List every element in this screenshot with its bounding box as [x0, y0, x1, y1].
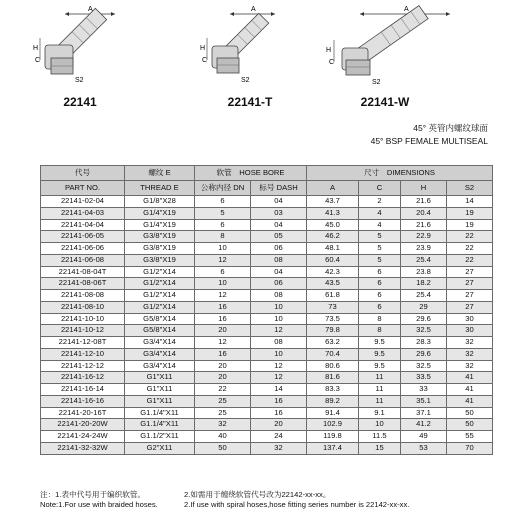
cell-dim-c: 8 — [359, 325, 401, 337]
table-row — [41, 278, 493, 290]
cell-dim-c: 11 — [359, 395, 401, 407]
cell-dn: 8 — [195, 231, 251, 243]
cell-dash: 14 — [251, 384, 307, 396]
cell-thread: G1"X11 — [125, 395, 195, 407]
cell-part-no: 22141-06-05 — [41, 231, 125, 243]
cell-dim-h: 32.5 — [401, 325, 447, 337]
cell-dash: 08 — [251, 254, 307, 266]
cell-dim-a: 45.0 — [307, 219, 359, 231]
header-thread-cn: 螺纹 E — [125, 166, 195, 181]
cell-part-no: 22141-08-10 — [41, 301, 125, 313]
cell-dim-s2: 27 — [447, 301, 493, 313]
cell-dash: 32 — [251, 442, 307, 454]
cell-dash: 04 — [251, 266, 307, 278]
header-row-2 — [41, 181, 493, 196]
cell-dim-c: 6 — [359, 278, 401, 290]
cell-dim-c: 6 — [359, 301, 401, 313]
cell-dim-a: 119.8 — [307, 431, 359, 443]
cell-dim-c: 11.5 — [359, 431, 401, 443]
cell-dim-h: 33 — [401, 384, 447, 396]
table-row — [41, 407, 493, 419]
cell-dn: 10 — [195, 243, 251, 255]
cell-dn: 6 — [195, 219, 251, 231]
cell-dim-a: 81.6 — [307, 372, 359, 384]
dim-c-label: C — [35, 57, 41, 64]
cell-dash: 12 — [251, 360, 307, 372]
cell-thread: G1/2"X14 — [125, 290, 195, 302]
table-row — [41, 219, 493, 231]
notes — [40, 490, 410, 510]
cell-dn: 32 — [195, 419, 251, 431]
table-row — [41, 419, 493, 431]
cell-part-no: 22141-12-12 — [41, 360, 125, 372]
elbow-45-drawing — [320, 0, 460, 92]
dim-h-label: H — [33, 45, 39, 52]
subtitle-cn: 45° 英管内螺纹球面 — [413, 123, 488, 133]
cell-dim-a: 89.2 — [307, 395, 359, 407]
cell-dim-c: 9.1 — [359, 407, 401, 419]
cell-dim-s2: 19 — [447, 219, 493, 231]
cell-dn: 12 — [195, 290, 251, 302]
cell-part-no: 22141-20-20W — [41, 419, 125, 431]
note-1-cn: 注：1.表中代号用于编织软管。 — [40, 490, 146, 499]
cell-part-no: 22141-12-08T — [41, 337, 125, 349]
cell-part-no: 22141-04-03 — [41, 207, 125, 219]
cell-dim-c: 11 — [359, 384, 401, 396]
table-row — [41, 348, 493, 360]
dim-s2-label: S2 — [241, 77, 250, 84]
header-dn: 公称内径 DN — [195, 181, 251, 196]
cell-dim-c: 2 — [359, 196, 401, 208]
table-row — [41, 254, 493, 266]
table-row — [41, 301, 493, 313]
table-row — [41, 360, 493, 372]
cell-dim-a: 42.3 — [307, 266, 359, 278]
cell-part-no: 22141-06-08 — [41, 254, 125, 266]
cell-dim-a: 46.2 — [307, 231, 359, 243]
cell-dim-h: 20.4 — [401, 207, 447, 219]
header-a: A — [307, 181, 359, 196]
cell-part-no: 22141-12-10 — [41, 348, 125, 360]
cell-dim-c: 10 — [359, 419, 401, 431]
subtitle-en: 45° BSP FEMALE MULTISEAL — [370, 136, 488, 146]
cell-dim-h: 25.4 — [401, 254, 447, 266]
cell-dim-s2: 14 — [447, 196, 493, 208]
elbow-45-drawing — [15, 0, 130, 92]
model-label-22141-w: 22141-W — [360, 95, 410, 109]
cell-dash: 24 — [251, 431, 307, 443]
cell-dim-a: 61.8 — [307, 290, 359, 302]
cell-dim-c: 5 — [359, 254, 401, 266]
cell-dash: 03 — [251, 207, 307, 219]
cell-dim-c: 8 — [359, 313, 401, 325]
cell-dim-h: 41.2 — [401, 419, 447, 431]
cell-part-no: 22141-08-08 — [41, 290, 125, 302]
cell-dim-s2: 41 — [447, 384, 493, 396]
cell-dim-a: 73 — [307, 301, 359, 313]
cell-dim-s2: 50 — [447, 407, 493, 419]
dim-a-label: A — [88, 6, 93, 13]
cell-dash: 08 — [251, 290, 307, 302]
cell-thread: G1/2"X14 — [125, 278, 195, 290]
table-row — [41, 442, 493, 454]
cell-dim-a: 70.4 — [307, 348, 359, 360]
header-h: H — [401, 181, 447, 196]
cell-dim-c: 5 — [359, 231, 401, 243]
fitting-drawing-22141-w — [320, 0, 460, 92]
cell-dn: 10 — [195, 278, 251, 290]
cell-dn: 5 — [195, 207, 251, 219]
cell-thread: G1.1/2"X11 — [125, 431, 195, 443]
cell-dim-s2: 27 — [447, 266, 493, 278]
dim-s2-label: S2 — [75, 77, 84, 84]
dim-a-label: A — [251, 6, 256, 13]
cell-thread: G3/4"X14 — [125, 360, 195, 372]
cell-dim-a: 48.1 — [307, 243, 359, 255]
header-row-1 — [41, 166, 493, 181]
cell-dim-h: 29 — [401, 301, 447, 313]
cell-dim-s2: 41 — [447, 372, 493, 384]
cell-part-no: 22141-32-32W — [41, 442, 125, 454]
cell-dim-a: 60.4 — [307, 254, 359, 266]
cell-dim-s2: 27 — [447, 278, 493, 290]
dim-c-label: C — [329, 59, 335, 66]
cell-dash: 04 — [251, 196, 307, 208]
cell-dash: 06 — [251, 278, 307, 290]
cell-dim-a: 137.4 — [307, 442, 359, 454]
cell-dim-s2: 32 — [447, 348, 493, 360]
cell-thread: G3/8"X19 — [125, 254, 195, 266]
cell-dim-a: 63.2 — [307, 337, 359, 349]
model-label-22141: 22141 — [63, 95, 97, 109]
cell-dn: 20 — [195, 360, 251, 372]
cell-dn: 16 — [195, 348, 251, 360]
cell-dim-c: 9.5 — [359, 360, 401, 372]
cell-dim-h: 35.1 — [401, 395, 447, 407]
cell-dn: 12 — [195, 254, 251, 266]
table-row — [41, 243, 493, 255]
table-row — [41, 431, 493, 443]
cell-dim-s2: 55 — [447, 431, 493, 443]
spec-table-body — [41, 196, 493, 455]
cell-thread: G3/8"X19 — [125, 243, 195, 255]
cell-thread: G1"X11 — [125, 384, 195, 396]
table-row — [41, 290, 493, 302]
cell-dim-h: 28.3 — [401, 337, 447, 349]
header-part-en: PART NO. — [41, 181, 125, 196]
note-2-en: 2.If use with spiral hoses,hose fitting series number is 22142-xx-xx. — [184, 500, 410, 509]
cell-thread: G1.1/4"X11 — [125, 419, 195, 431]
table-row — [41, 207, 493, 219]
table-row — [41, 196, 493, 208]
cell-dash: 20 — [251, 419, 307, 431]
cell-dn: 6 — [195, 266, 251, 278]
cell-dim-a: 41.3 — [307, 207, 359, 219]
cell-part-no: 22141-16-16 — [41, 395, 125, 407]
cell-dim-h: 32.5 — [401, 360, 447, 372]
cell-thread: G1/4"X19 — [125, 207, 195, 219]
cell-dim-c: 6 — [359, 290, 401, 302]
cell-dim-h: 29.6 — [401, 313, 447, 325]
cell-dn: 40 — [195, 431, 251, 443]
cell-part-no: 22141-24-24W — [41, 431, 125, 443]
cell-dash: 04 — [251, 219, 307, 231]
fitting-drawing-22141 — [15, 0, 130, 92]
cell-dim-c: 6 — [359, 266, 401, 278]
cell-dim-c: 9.5 — [359, 348, 401, 360]
cell-dn: 22 — [195, 384, 251, 396]
cell-thread: G5/8"X14 — [125, 325, 195, 337]
cell-dash: 08 — [251, 337, 307, 349]
cell-dn: 16 — [195, 313, 251, 325]
cell-dim-h: 21.6 — [401, 196, 447, 208]
cell-dn: 6 — [195, 196, 251, 208]
cell-dash: 10 — [251, 348, 307, 360]
cell-dim-a: 80.6 — [307, 360, 359, 372]
cell-dim-s2: 22 — [447, 243, 493, 255]
table-row — [41, 372, 493, 384]
cell-part-no: 22141-16-12 — [41, 372, 125, 384]
cell-dim-c: 4 — [359, 207, 401, 219]
cell-dim-s2: 32 — [447, 337, 493, 349]
cell-thread: G1"X11 — [125, 372, 195, 384]
dim-h-label: H — [326, 47, 332, 54]
cell-part-no: 22141-04-04 — [41, 219, 125, 231]
cell-thread: G3/4"X14 — [125, 337, 195, 349]
cell-dim-h: 49 — [401, 431, 447, 443]
cell-part-no: 22141-08-04T — [41, 266, 125, 278]
cell-dn: 25 — [195, 395, 251, 407]
header-part-cn: 代号 — [41, 166, 125, 181]
cell-dim-h: 23.9 — [401, 243, 447, 255]
cell-dim-c: 5 — [359, 243, 401, 255]
cell-dn: 25 — [195, 407, 251, 419]
cell-dash: 05 — [251, 231, 307, 243]
header-dimensions: 尺寸 DIMENSIONS — [307, 166, 493, 181]
cell-dim-h: 22.9 — [401, 231, 447, 243]
cell-dim-s2: 30 — [447, 313, 493, 325]
cell-dim-c: 15 — [359, 442, 401, 454]
cell-dim-s2: 70 — [447, 442, 493, 454]
cell-dim-c: 9.5 — [359, 337, 401, 349]
cell-thread: G1/4"X19 — [125, 219, 195, 231]
cell-dim-h: 25.4 — [401, 290, 447, 302]
cell-dash: 16 — [251, 407, 307, 419]
cell-dim-s2: 41 — [447, 395, 493, 407]
table-row — [41, 231, 493, 243]
cell-dim-a: 43.5 — [307, 278, 359, 290]
cell-dn: 50 — [195, 442, 251, 454]
note-1-en: Note:1.For use with braided hoses. — [40, 500, 158, 509]
cell-dim-c: 4 — [359, 219, 401, 231]
table-row — [41, 313, 493, 325]
cell-thread: G2"X11 — [125, 442, 195, 454]
cell-thread: G1.1/4"X11 — [125, 407, 195, 419]
cell-thread: G5/8"X14 — [125, 313, 195, 325]
cell-part-no: 22141-06-06 — [41, 243, 125, 255]
cell-part-no: 22141-10-12 — [41, 325, 125, 337]
cell-thread: G3/8"X19 — [125, 231, 195, 243]
cell-dim-h: 53 — [401, 442, 447, 454]
cell-dim-a: 102.9 — [307, 419, 359, 431]
cell-dim-a: 83.3 — [307, 384, 359, 396]
header-hose-bore: 软管 HOSE BORE — [195, 166, 307, 181]
cell-part-no: 22141-08-06T — [41, 278, 125, 290]
cell-dn: 16 — [195, 301, 251, 313]
cell-dim-h: 18.2 — [401, 278, 447, 290]
cell-thread: G1/8"X28 — [125, 196, 195, 208]
cell-dash: 10 — [251, 301, 307, 313]
spec-table — [40, 165, 493, 455]
cell-dim-a: 73.5 — [307, 313, 359, 325]
cell-dn: 20 — [195, 325, 251, 337]
cell-dim-h: 29.6 — [401, 348, 447, 360]
table-row — [41, 395, 493, 407]
cell-dim-a: 79.8 — [307, 325, 359, 337]
cell-dim-s2: 22 — [447, 254, 493, 266]
cell-dim-h: 37.1 — [401, 407, 447, 419]
cell-part-no: 22141-16-14 — [41, 384, 125, 396]
cell-dim-h: 21.6 — [401, 219, 447, 231]
dim-a-label: A — [404, 6, 409, 13]
elbow-45-drawing — [185, 0, 300, 92]
cell-dim-a: 43.7 — [307, 196, 359, 208]
cell-dim-s2: 19 — [447, 207, 493, 219]
cell-dim-s2: 50 — [447, 419, 493, 431]
cell-dim-s2: 30 — [447, 325, 493, 337]
header-c: C — [359, 181, 401, 196]
cell-dim-s2: 32 — [447, 360, 493, 372]
cell-dim-s2: 22 — [447, 231, 493, 243]
cell-dim-h: 33.5 — [401, 372, 447, 384]
cell-dash: 10 — [251, 313, 307, 325]
dim-c-label: C — [202, 57, 208, 64]
cell-dim-h: 23.8 — [401, 266, 447, 278]
cell-dash: 12 — [251, 372, 307, 384]
cell-part-no: 22141-10-10 — [41, 313, 125, 325]
cell-dash: 06 — [251, 243, 307, 255]
cell-dim-a: 91.4 — [307, 407, 359, 419]
dim-h-label: H — [200, 45, 206, 52]
cell-dim-c: 11 — [359, 372, 401, 384]
cell-thread: G1/2"X14 — [125, 266, 195, 278]
model-label-22141-t: 22141-T — [227, 95, 273, 109]
cell-thread: G1/2"X14 — [125, 301, 195, 313]
cell-part-no: 22141-20-16T — [41, 407, 125, 419]
cell-dim-s2: 27 — [447, 290, 493, 302]
header-s2: S2 — [447, 181, 493, 196]
header-thread-en: THREAD E — [125, 181, 195, 196]
header-dash: 标号 DASH — [251, 181, 307, 196]
fitting-drawing-22141-t — [185, 0, 300, 92]
dim-s2-label: S2 — [372, 79, 381, 86]
table-row — [41, 384, 493, 396]
cell-dash: 16 — [251, 395, 307, 407]
table-row — [41, 266, 493, 278]
cell-part-no: 22141-02-04 — [41, 196, 125, 208]
cell-dash: 12 — [251, 325, 307, 337]
cell-thread: G3/4"X14 — [125, 348, 195, 360]
note-2-cn: 2.如需用于缠绕软管代号改为22142-xx-xx。 — [184, 490, 331, 499]
cell-dn: 12 — [195, 337, 251, 349]
cell-dn: 20 — [195, 372, 251, 384]
table-row — [41, 325, 493, 337]
table-row — [41, 337, 493, 349]
